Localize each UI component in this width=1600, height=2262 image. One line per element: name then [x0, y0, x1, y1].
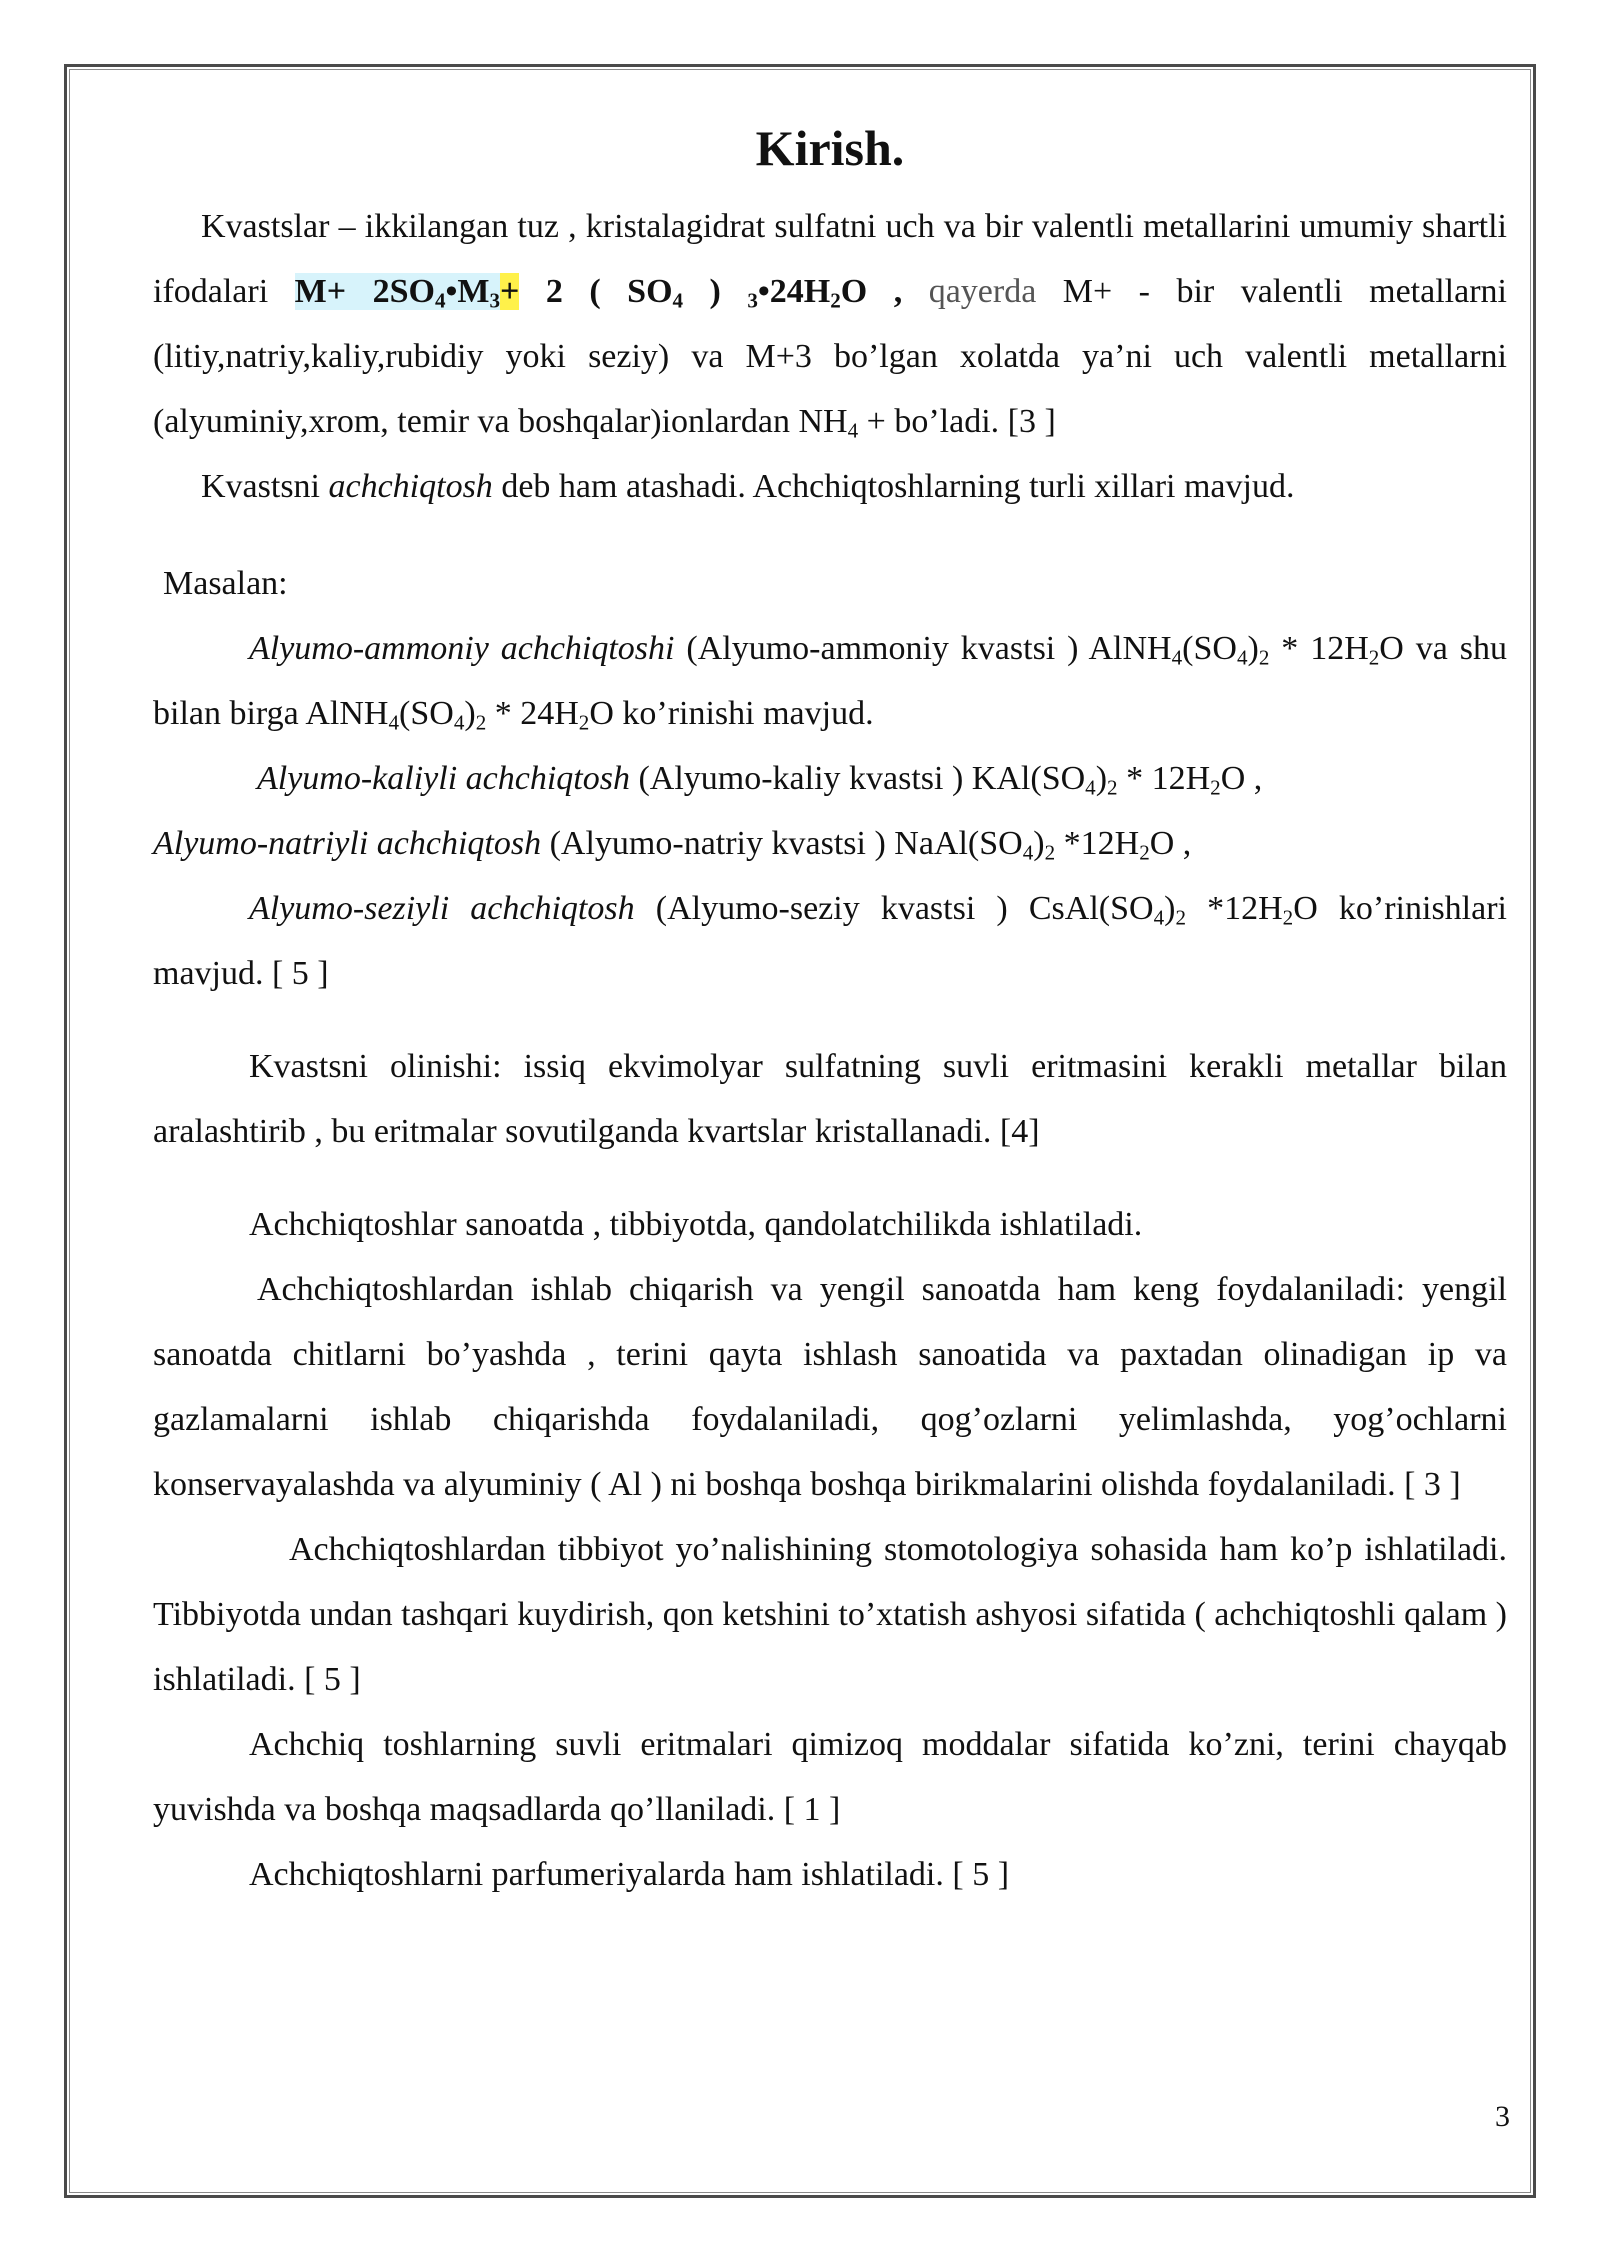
text-run: Kvastslar – ikkilangan tuz , kristalagidrat sulfatni uch va bir valentli metallarini umumiy shartli ifodalari [153, 208, 1507, 310]
paragraph-kvastslar [153, 194, 1507, 454]
subscript: 2 [578, 710, 590, 735]
example-kaliy [153, 746, 1507, 811]
italic-term: achchiqtosh [328, 468, 493, 505]
subscript: 4 [388, 710, 400, 735]
subscript: 4 [1085, 775, 1096, 800]
formula-part: O , [840, 273, 903, 310]
formula-highlight-yellow: + [500, 273, 520, 310]
example-ammoniy [153, 616, 1507, 746]
text-run: (SO [1182, 630, 1237, 667]
text-run: (SO [399, 695, 454, 732]
text-run: (Alyumo-natriy kvastsi ) NaAl(SO [541, 825, 1023, 862]
formula-part: ) [683, 273, 748, 310]
subscript: 2 [475, 710, 487, 735]
paragraph-suvli-eritmalar: Achchiq toshlarning suvli eritmalari qimizoq moddalar sifatida ko’zni, terini chayqab yuvishda va boshqa maqsadlarda qo’llaniladi. [ 1 ] [153, 1726, 1507, 1828]
subscript: 2 [830, 288, 841, 313]
subscript: 2 [1175, 905, 1186, 930]
text-run: Kvastsni [201, 468, 329, 505]
formula-highlight-cyan [294, 273, 501, 313]
alum-formula [294, 273, 903, 313]
spacer [153, 1164, 1507, 1192]
text-run: O ko’rinishlari mavjud. [ 5 ] [153, 890, 1507, 992]
subscript: 4 [1236, 645, 1248, 670]
spacer [153, 519, 1507, 551]
formula-part: •M [445, 273, 490, 310]
subscript: 4 [672, 288, 684, 313]
text-run: (Alyumo-seziy kvastsi ) CsAl(SO [634, 890, 1154, 927]
subscript: 3 [489, 288, 501, 313]
formula-part: •24H [757, 273, 831, 310]
subscript: 2 [1139, 840, 1150, 865]
text-run: *12H [1185, 890, 1283, 927]
subscript: 2 [1282, 905, 1294, 930]
text-run: M+ - bir valentli metallarni (litiy,natriy,kaliy,rubidiy yoki seziy) va M+3 bo’lgan xolatda ya’ni uch valentli metallarni (alyuminiy,xrom, temir va boshqalar)ionlardan NH [153, 273, 1507, 440]
subscript: 4 [1022, 840, 1034, 865]
example-natriy [153, 811, 1507, 876]
text-run: ) [1247, 630, 1259, 667]
text-run: deb ham atashadi. Achchiqtoshlarning turli xillari mavjud. [492, 468, 1295, 505]
spacer [153, 1006, 1507, 1034]
text-run: ) [1095, 760, 1108, 797]
text-run: ) [1033, 825, 1045, 862]
subscript: 2 [1258, 645, 1270, 670]
subscript: 4 [453, 710, 465, 735]
italic-term: Alyumo-ammoniy achchiqtoshi [249, 630, 675, 667]
text-run: O , [1149, 825, 1192, 862]
italic-term: Alyumo-natriyli achchiqtosh [153, 825, 542, 862]
page-number: 3 [1495, 2100, 1510, 2133]
text-run: * 12H [1117, 760, 1211, 797]
paragraph-sanoat: Achchiqtoshlar sanoatda , tibbiyotda, qandolatchilikda ishlatiladi. [249, 1206, 1143, 1243]
example-seziy [153, 876, 1507, 1006]
text-run: (Alyumo-ammoniy kvastsi ) AlNH [674, 630, 1172, 667]
subscript: 4 [1153, 905, 1165, 930]
paragraph-yengil-sanoat: Achchiqtoshlardan ishlab chiqarish va yengil sanoatda ham keng foydalaniladi: yengil sanoatda chitlarni bo’yashda , terini qayta ishlash sanoatida va paxtadan olinadigan ip va gazlamalarni ishlab chiqarishda foydalaniladi, qog’ozlarni yelimlashda, yog’ochlarni konservayalashda va alyuminiy ( Al ) ni boshqa boshqa birikmalarini olishda foydalaniladi. [ 3 ] [153, 1271, 1507, 1503]
formula-part: 2 ( SO [519, 273, 673, 310]
text-run: *12H [1055, 825, 1140, 862]
page-title: Kirish. [755, 120, 905, 176]
formula-part: M+ 2SO [294, 273, 435, 310]
italic-term: Alyumo-seziyli achchiqtosh [249, 890, 635, 927]
subscript: 2 [1210, 775, 1221, 800]
paragraph-olinishi: Kvastsni olinishi: issiq ekvimolyar sulfatning suvli eritmasini kerakli metallar bilan aralashtirib , bu eritmalar sovutilganda kvartslar kristallanadi. [4] [153, 1048, 1507, 1150]
subscript: 4 [434, 288, 446, 313]
italic-term: Alyumo-kaliyli achchiqtosh [257, 760, 630, 797]
subscript: 2 [1044, 840, 1056, 865]
text-run: O , [1220, 760, 1263, 797]
paragraph-parfumeriya: Achchiqtoshlarni parfumeriyalarda ham ishlatiladi. [ 5 ] [249, 1856, 1010, 1893]
text-run: ) [1164, 890, 1176, 927]
text-run: + bo’ladi. [3 ] [858, 403, 1056, 440]
text-run: ) [464, 695, 476, 732]
text-run: * 24H [486, 695, 579, 732]
subscript: 2 [1368, 645, 1380, 670]
text-run: O va shu bilan birga AlNH [153, 630, 1507, 732]
paragraph-tibbiyot: Achchiqtoshlardan tibbiyot yo’nalishining stomotologiya sohasida ham ko’p ishlatiladi. Tibbiyotda undan tashqari kuydirish, qon ketshini to’xtatish ashyosi sifatida ( achchiqtoshli qalam ) ishlatiladi. [ 5 ] [153, 1531, 1507, 1698]
subscript: 4 [847, 418, 859, 443]
text-run: O ko’rinishi mavjud. [589, 695, 874, 732]
subscript: 4 [1171, 645, 1183, 670]
paragraph-masalan: Masalan: [163, 565, 288, 602]
paragraph-achchiqtosh [153, 454, 1507, 519]
subscript: 3 [747, 288, 758, 313]
text-run: qayerda [902, 273, 1037, 310]
text-run: (Alyumo-kaliy kvastsi ) KAl(SO [629, 760, 1086, 797]
text-run: * 12H [1269, 630, 1369, 667]
subscript: 2 [1107, 775, 1118, 800]
document-body [153, 108, 1507, 1907]
